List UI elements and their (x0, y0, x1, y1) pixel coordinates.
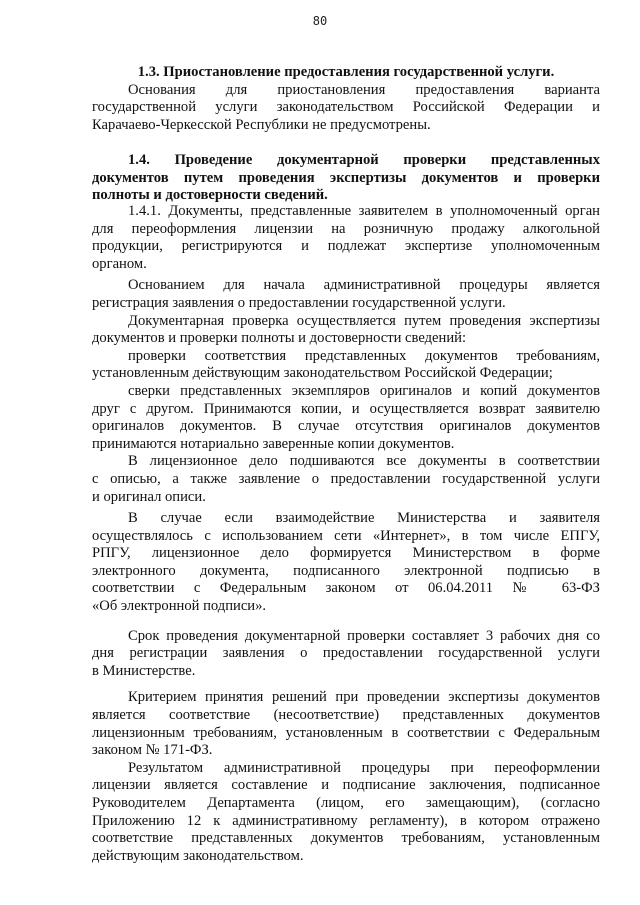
text-line: Основанием для начала административной процедуры является (128, 277, 600, 294)
text-line: принимаются нотариально заверенные копии документов. (92, 435, 455, 452)
text-line: В лицензионное дело подшиваются все документы в соответствии (128, 453, 600, 470)
text-line: продукции, регистрируются и подлежат экспертизе уполномоченным (92, 238, 600, 255)
text-line: «Об электронной подписи». (92, 598, 267, 615)
section-title-line: полноты и достоверности сведений. (92, 187, 328, 204)
text-line: друг с другом. Принимаются копии, и осуществляется возврат заявителю (92, 400, 600, 417)
text-line: В случае если взаимодействие Министерства и заявителя (128, 510, 600, 527)
text-line: Критерием принятия решений при проведении экспертизы документов (128, 689, 600, 706)
text-line: Документарная проверка осуществляется путем проведения экспертизы (128, 312, 600, 329)
text-line: регистрация заявления о предоставлении государственной услуги. (92, 294, 506, 311)
text-line: государственной услуги законодательством Российской Федерации и (92, 99, 600, 116)
text-line: 1.4.1. Документы, представленные заявителем в уполномоченный орган (128, 203, 600, 219)
section-1-4-title (92, 152, 600, 205)
text-line: РПГУ, лицензионное дело формируется Министерством в форме (92, 545, 600, 562)
text-line: Срок проведения документарной проверки составляет 3 рабочих дня со (128, 627, 600, 644)
text-line: действующим законодательством. (92, 847, 304, 864)
text-line: документов и проверки полноты и достоверности сведений: (92, 330, 467, 347)
text-line: Основания для приостановления предоставления варианта (128, 81, 600, 98)
text-line: является соответствие (несоответствие) представленных документов (92, 707, 600, 724)
section-1-3 (92, 64, 600, 134)
section-1-4-body (92, 203, 600, 865)
section-title: 1.3. Приостановление предоставления государственной услуги. (137, 64, 555, 80)
section-title-line: документов путем проведения экспертизы документов и проверки (92, 169, 600, 186)
page-number: 80 (312, 14, 328, 28)
text-line: в Министерстве. (92, 662, 196, 679)
text-line: с описью, а также заявление о предоставлении государственной услуги (92, 470, 600, 487)
text-line: для переоформления лицензии на розничную продажу алкогольной (92, 220, 600, 237)
text-line: органом. (92, 255, 147, 272)
text-line: дня регистрации заявления о предоставлении государственной услуги (92, 645, 600, 662)
text-line: и оригинал описи. (92, 488, 206, 505)
text-line: сверки представленных экземпляров оригиналов и копий документов (128, 382, 600, 399)
text-line: электронного документа, подписанного электронной подписью в (92, 562, 600, 579)
text-line: Приложению 12 к административному регламенту), в котором отражено (92, 812, 600, 829)
text-line: Карачаево-Черкесской Республики не предусмотрены. (92, 116, 431, 133)
section-title-line: 1.4. Проведение документарной проверки представленных (128, 152, 600, 168)
text-line: соответствие представленных документов требованиям, установленным (92, 830, 600, 847)
text-line: Руководителем Департамента (лицом, его замещающим), (согласно (92, 795, 600, 811)
text-line: осуществлялось с использованием сети «Интернет», в том числе ЕПГУ, (92, 527, 600, 544)
text-line: проверки соответствия представленных документов требованиям, (128, 347, 600, 364)
text-line: лицензионным требованиям, установленным в соответствии с Федеральным (92, 724, 600, 741)
text-line: лицензии является составление и подписание заключения, подписанное (92, 777, 600, 794)
text-line: установленным действующим законодательством Российской Федерации; (92, 365, 553, 382)
text-line: оригиналов документов. В случае отсутствия оригиналов документов (92, 418, 600, 435)
text-line: законом № 171-ФЗ. (92, 742, 213, 759)
text-line: соответствии с Федеральным законом от 06.04.2011 № 63-ФЗ (92, 580, 600, 597)
text-line: Результатом административной процедуры при переоформлении (128, 759, 600, 776)
